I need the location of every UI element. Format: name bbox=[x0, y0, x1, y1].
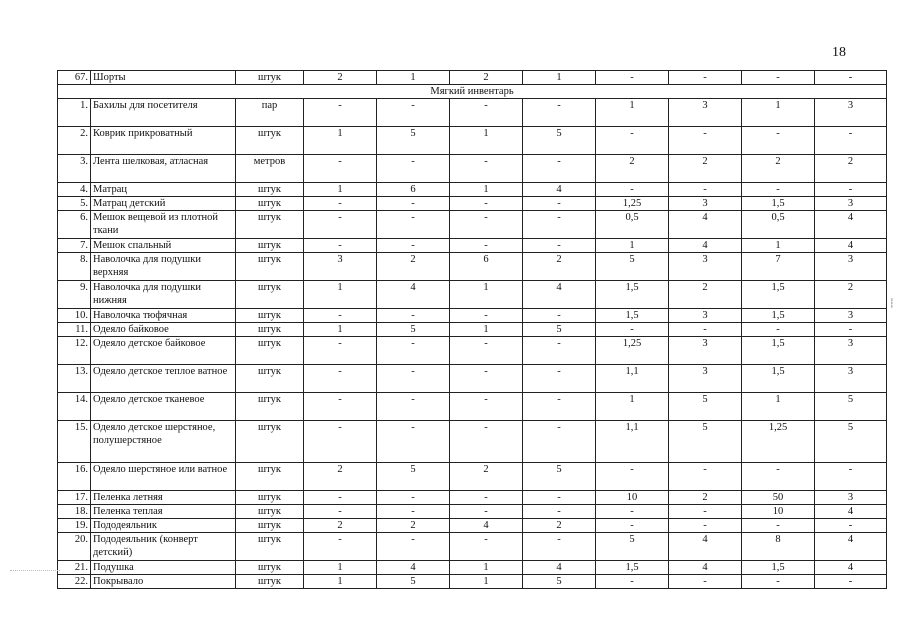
value-cell: 6 bbox=[450, 253, 523, 281]
value-cell: - bbox=[304, 309, 377, 323]
value-cell: - bbox=[742, 463, 815, 491]
value-cell: 5 bbox=[596, 253, 669, 281]
item-name: Покрывало bbox=[91, 575, 236, 589]
value-cell: 5 bbox=[523, 323, 596, 337]
value-cell: 1,1 bbox=[596, 421, 669, 463]
value-cell: - bbox=[596, 505, 669, 519]
value-cell: 3 bbox=[669, 365, 742, 393]
value-cell: 1 bbox=[304, 183, 377, 197]
value-cell: 3 bbox=[815, 491, 887, 505]
table-row bbox=[58, 253, 887, 281]
value-cell: - bbox=[523, 365, 596, 393]
value-cell: 1,25 bbox=[742, 421, 815, 463]
page-number: 18 bbox=[832, 45, 846, 60]
row-number: 20. bbox=[58, 533, 91, 561]
value-cell: - bbox=[304, 239, 377, 253]
row-number: 9. bbox=[58, 281, 91, 309]
row-number: 14. bbox=[58, 393, 91, 421]
row-number: 7. bbox=[58, 239, 91, 253]
value-cell: 4 bbox=[523, 183, 596, 197]
section-header-row bbox=[58, 85, 887, 99]
value-cell: 1,5 bbox=[596, 309, 669, 323]
value-cell: 3 bbox=[669, 197, 742, 211]
value-cell: - bbox=[450, 533, 523, 561]
value-cell: 1 bbox=[304, 575, 377, 589]
value-cell: - bbox=[450, 491, 523, 505]
value-cell: - bbox=[596, 71, 669, 85]
row-number: 10. bbox=[58, 309, 91, 323]
value-cell: - bbox=[523, 211, 596, 239]
value-cell: 1,5 bbox=[742, 337, 815, 365]
table-row bbox=[58, 519, 887, 533]
value-cell: 1 bbox=[523, 71, 596, 85]
item-name: Пододеяльник bbox=[91, 519, 236, 533]
item-name: Матрац bbox=[91, 183, 236, 197]
item-name: Наволочка тюфячная bbox=[91, 309, 236, 323]
unit-cell: штук bbox=[236, 281, 304, 309]
item-name: Подушка bbox=[91, 561, 236, 575]
unit-cell: метров bbox=[236, 155, 304, 183]
unit-cell: штук bbox=[236, 211, 304, 239]
unit-cell: штук bbox=[236, 323, 304, 337]
value-cell: 5 bbox=[377, 127, 450, 155]
value-cell: - bbox=[742, 183, 815, 197]
unit-cell: штук bbox=[236, 421, 304, 463]
value-cell: - bbox=[523, 533, 596, 561]
value-cell: 4 bbox=[669, 239, 742, 253]
unit-cell: штук bbox=[236, 561, 304, 575]
value-cell: 4 bbox=[815, 239, 887, 253]
value-cell: - bbox=[596, 575, 669, 589]
item-name: Мешок спальный bbox=[91, 239, 236, 253]
value-cell: 2 bbox=[815, 281, 887, 309]
value-cell: - bbox=[523, 197, 596, 211]
row-number: 67. bbox=[58, 71, 91, 85]
section-title: Мягкий инвентарь bbox=[58, 85, 887, 99]
value-cell: 4 bbox=[523, 281, 596, 309]
table-row bbox=[58, 533, 887, 561]
unit-cell: штук bbox=[236, 505, 304, 519]
value-cell: 4 bbox=[523, 561, 596, 575]
table-row bbox=[58, 183, 887, 197]
table-row bbox=[58, 365, 887, 393]
value-cell: - bbox=[742, 323, 815, 337]
row-number: 1. bbox=[58, 99, 91, 127]
value-cell: - bbox=[596, 519, 669, 533]
value-cell: - bbox=[523, 99, 596, 127]
item-name: Одеяло байковое bbox=[91, 323, 236, 337]
unit-cell: штук bbox=[236, 183, 304, 197]
value-cell: 2 bbox=[523, 519, 596, 533]
value-cell: - bbox=[304, 197, 377, 211]
value-cell: - bbox=[523, 393, 596, 421]
row-number: 21. bbox=[58, 561, 91, 575]
unit-cell: пар bbox=[236, 99, 304, 127]
table-row bbox=[58, 239, 887, 253]
value-cell: - bbox=[669, 323, 742, 337]
value-cell: 1 bbox=[596, 99, 669, 127]
value-cell: - bbox=[450, 309, 523, 323]
item-name: Мешок вещевой из плотной ткани bbox=[91, 211, 236, 239]
value-cell: - bbox=[450, 197, 523, 211]
value-cell: 1 bbox=[742, 239, 815, 253]
value-cell: - bbox=[304, 99, 377, 127]
value-cell: 3 bbox=[304, 253, 377, 281]
table-row bbox=[58, 309, 887, 323]
value-cell: 5 bbox=[669, 393, 742, 421]
value-cell: - bbox=[450, 99, 523, 127]
value-cell: - bbox=[377, 491, 450, 505]
unit-cell: штук bbox=[236, 575, 304, 589]
value-cell: - bbox=[377, 99, 450, 127]
row-number: 16. bbox=[58, 463, 91, 491]
table-row bbox=[58, 393, 887, 421]
value-cell: - bbox=[304, 421, 377, 463]
value-cell: 0,5 bbox=[742, 211, 815, 239]
value-cell: 3 bbox=[669, 309, 742, 323]
value-cell: 5 bbox=[815, 393, 887, 421]
value-cell: - bbox=[450, 211, 523, 239]
value-cell: 1,5 bbox=[742, 197, 815, 211]
item-name: Лента шелковая, атласная bbox=[91, 155, 236, 183]
row-number: 2. bbox=[58, 127, 91, 155]
value-cell: 4 bbox=[815, 211, 887, 239]
value-cell: 2 bbox=[815, 155, 887, 183]
value-cell: 1,1 bbox=[596, 365, 669, 393]
unit-cell: штук bbox=[236, 491, 304, 505]
value-cell: - bbox=[523, 309, 596, 323]
value-cell: - bbox=[669, 71, 742, 85]
row-number: 11. bbox=[58, 323, 91, 337]
value-cell: 3 bbox=[669, 99, 742, 127]
table-row bbox=[58, 99, 887, 127]
unit-cell: штук bbox=[236, 393, 304, 421]
value-cell: - bbox=[815, 127, 887, 155]
unit-cell: штук bbox=[236, 127, 304, 155]
value-cell: - bbox=[669, 505, 742, 519]
row-number: 22. bbox=[58, 575, 91, 589]
value-cell: 1,25 bbox=[596, 337, 669, 365]
value-cell: - bbox=[523, 491, 596, 505]
value-cell: 1 bbox=[304, 127, 377, 155]
value-cell: 1 bbox=[304, 281, 377, 309]
item-name: Пеленка теплая bbox=[91, 505, 236, 519]
value-cell: 4 bbox=[669, 211, 742, 239]
table-row-top bbox=[58, 71, 887, 85]
item-name: Наволочка для подушки верхняя bbox=[91, 253, 236, 281]
value-cell: - bbox=[815, 183, 887, 197]
item-name: Пододеяльник (конверт детский) bbox=[91, 533, 236, 561]
value-cell: 2 bbox=[450, 463, 523, 491]
value-cell: - bbox=[742, 519, 815, 533]
value-cell: - bbox=[669, 463, 742, 491]
value-cell: 7 bbox=[742, 253, 815, 281]
value-cell: - bbox=[377, 211, 450, 239]
table-row bbox=[58, 561, 887, 575]
value-cell: 1,5 bbox=[742, 365, 815, 393]
value-cell: - bbox=[596, 323, 669, 337]
value-cell: 3 bbox=[815, 337, 887, 365]
inventory-table bbox=[57, 70, 887, 589]
row-number: 3. bbox=[58, 155, 91, 183]
value-cell: 2 bbox=[669, 155, 742, 183]
value-cell: 1 bbox=[450, 323, 523, 337]
value-cell: 2 bbox=[304, 71, 377, 85]
unit-cell: штук bbox=[236, 197, 304, 211]
value-cell: 1 bbox=[450, 183, 523, 197]
value-cell: - bbox=[304, 491, 377, 505]
value-cell: 1 bbox=[450, 575, 523, 589]
item-name: Одеяло детское тканевое bbox=[91, 393, 236, 421]
value-cell: 1 bbox=[450, 561, 523, 575]
value-cell: - bbox=[304, 533, 377, 561]
value-cell: - bbox=[742, 71, 815, 85]
value-cell: 1,5 bbox=[596, 281, 669, 309]
table-row bbox=[58, 155, 887, 183]
row-number: 19. bbox=[58, 519, 91, 533]
value-cell: - bbox=[304, 393, 377, 421]
value-cell: 3 bbox=[815, 365, 887, 393]
value-cell: - bbox=[742, 575, 815, 589]
value-cell: 1 bbox=[304, 323, 377, 337]
table-row bbox=[58, 127, 887, 155]
value-cell: - bbox=[669, 575, 742, 589]
value-cell: 1 bbox=[450, 127, 523, 155]
value-cell: 4 bbox=[377, 281, 450, 309]
row-number: 12. bbox=[58, 337, 91, 365]
value-cell: - bbox=[377, 239, 450, 253]
unit-cell: штук bbox=[236, 309, 304, 323]
value-cell: 3 bbox=[815, 197, 887, 211]
item-name: Бахилы для посетителя bbox=[91, 99, 236, 127]
value-cell: - bbox=[596, 183, 669, 197]
value-cell: 50 bbox=[742, 491, 815, 505]
value-cell: 4 bbox=[815, 505, 887, 519]
value-cell: 2 bbox=[669, 281, 742, 309]
value-cell: 1 bbox=[304, 561, 377, 575]
row-number: 17. bbox=[58, 491, 91, 505]
value-cell: 5 bbox=[523, 575, 596, 589]
row-number: 6. bbox=[58, 211, 91, 239]
value-cell: 0,5 bbox=[596, 211, 669, 239]
value-cell: 3 bbox=[815, 99, 887, 127]
value-cell: - bbox=[450, 421, 523, 463]
value-cell: - bbox=[815, 519, 887, 533]
row-number: 13. bbox=[58, 365, 91, 393]
value-cell: - bbox=[523, 421, 596, 463]
value-cell: 5 bbox=[377, 575, 450, 589]
left-dotted-line bbox=[10, 570, 60, 571]
value-cell: - bbox=[304, 155, 377, 183]
value-cell: - bbox=[450, 505, 523, 519]
row-number: 15. bbox=[58, 421, 91, 463]
value-cell: - bbox=[304, 211, 377, 239]
value-cell: 2 bbox=[523, 253, 596, 281]
item-name: Одеяло детское байковое bbox=[91, 337, 236, 365]
value-cell: 5 bbox=[815, 421, 887, 463]
table-row bbox=[58, 505, 887, 519]
value-cell: 6 bbox=[377, 183, 450, 197]
item-name: Одеяло шерстяное или ватное bbox=[91, 463, 236, 491]
item-name: Пеленка летняя bbox=[91, 491, 236, 505]
value-cell: - bbox=[377, 197, 450, 211]
value-cell: - bbox=[523, 505, 596, 519]
unit-cell: штук bbox=[236, 337, 304, 365]
table-row bbox=[58, 337, 887, 365]
value-cell: 5 bbox=[596, 533, 669, 561]
value-cell: - bbox=[523, 239, 596, 253]
margin-mark: ≡≡≡ bbox=[888, 298, 894, 309]
unit-cell: штук bbox=[236, 519, 304, 533]
value-cell: - bbox=[377, 421, 450, 463]
value-cell: 1 bbox=[742, 99, 815, 127]
value-cell: - bbox=[815, 463, 887, 491]
item-name: Шорты bbox=[91, 71, 236, 85]
value-cell: 4 bbox=[815, 561, 887, 575]
value-cell: 5 bbox=[377, 463, 450, 491]
value-cell: 4 bbox=[377, 561, 450, 575]
value-cell: - bbox=[450, 239, 523, 253]
unit-cell: штук bbox=[236, 253, 304, 281]
value-cell: - bbox=[523, 155, 596, 183]
value-cell: - bbox=[450, 155, 523, 183]
value-cell: 1 bbox=[377, 71, 450, 85]
row-number: 8. bbox=[58, 253, 91, 281]
value-cell: - bbox=[596, 463, 669, 491]
value-cell: 2 bbox=[304, 463, 377, 491]
value-cell: 5 bbox=[669, 421, 742, 463]
unit-cell: штук bbox=[236, 71, 304, 85]
value-cell: - bbox=[304, 505, 377, 519]
value-cell: 5 bbox=[523, 127, 596, 155]
table-row bbox=[58, 463, 887, 491]
table-row bbox=[58, 281, 887, 309]
value-cell: 1,5 bbox=[742, 309, 815, 323]
value-cell: - bbox=[669, 127, 742, 155]
value-cell: 8 bbox=[742, 533, 815, 561]
value-cell: 1,5 bbox=[596, 561, 669, 575]
value-cell: 1,5 bbox=[742, 281, 815, 309]
value-cell: - bbox=[815, 323, 887, 337]
value-cell: 1,25 bbox=[596, 197, 669, 211]
unit-cell: штук bbox=[236, 463, 304, 491]
value-cell: - bbox=[596, 127, 669, 155]
value-cell: - bbox=[377, 393, 450, 421]
value-cell: 10 bbox=[596, 491, 669, 505]
value-cell: 2 bbox=[304, 519, 377, 533]
value-cell: 4 bbox=[669, 561, 742, 575]
item-name: Одеяло детское теплое ватное bbox=[91, 365, 236, 393]
value-cell: - bbox=[304, 337, 377, 365]
table-row bbox=[58, 197, 887, 211]
value-cell: - bbox=[304, 365, 377, 393]
value-cell: 1 bbox=[596, 393, 669, 421]
value-cell: - bbox=[815, 575, 887, 589]
value-cell: 2 bbox=[377, 253, 450, 281]
item-name: Коврик прикроватный bbox=[91, 127, 236, 155]
value-cell: 3 bbox=[669, 253, 742, 281]
value-cell: - bbox=[815, 71, 887, 85]
item-name: Одеяло детское шерстяное, полушерстяное bbox=[91, 421, 236, 463]
value-cell: 2 bbox=[669, 491, 742, 505]
value-cell: 2 bbox=[450, 71, 523, 85]
value-cell: - bbox=[742, 127, 815, 155]
row-number: 4. bbox=[58, 183, 91, 197]
table-row bbox=[58, 421, 887, 463]
value-cell: 10 bbox=[742, 505, 815, 519]
value-cell: - bbox=[450, 337, 523, 365]
value-cell: 1 bbox=[450, 281, 523, 309]
value-cell: 4 bbox=[669, 533, 742, 561]
row-number: 18. bbox=[58, 505, 91, 519]
item-name: Матрац детский bbox=[91, 197, 236, 211]
value-cell: 2 bbox=[742, 155, 815, 183]
value-cell: 3 bbox=[815, 253, 887, 281]
value-cell: - bbox=[523, 337, 596, 365]
row-number: 5. bbox=[58, 197, 91, 211]
value-cell: 1 bbox=[596, 239, 669, 253]
table-row bbox=[58, 323, 887, 337]
value-cell: - bbox=[377, 155, 450, 183]
value-cell: - bbox=[377, 505, 450, 519]
value-cell: 4 bbox=[450, 519, 523, 533]
table-row bbox=[58, 575, 887, 589]
unit-cell: штук bbox=[236, 533, 304, 561]
table-row bbox=[58, 491, 887, 505]
value-cell: - bbox=[450, 393, 523, 421]
value-cell: - bbox=[669, 183, 742, 197]
value-cell: - bbox=[377, 365, 450, 393]
value-cell: 1,5 bbox=[742, 561, 815, 575]
value-cell: 2 bbox=[377, 519, 450, 533]
unit-cell: штук bbox=[236, 239, 304, 253]
value-cell: 5 bbox=[523, 463, 596, 491]
value-cell: - bbox=[669, 519, 742, 533]
value-cell: 5 bbox=[377, 323, 450, 337]
value-cell: - bbox=[377, 337, 450, 365]
value-cell: 4 bbox=[815, 533, 887, 561]
value-cell: - bbox=[450, 365, 523, 393]
value-cell: 3 bbox=[815, 309, 887, 323]
value-cell: - bbox=[377, 533, 450, 561]
value-cell: 1 bbox=[742, 393, 815, 421]
item-name: Наволочка для подушки нижняя bbox=[91, 281, 236, 309]
value-cell: 2 bbox=[596, 155, 669, 183]
table-body bbox=[58, 71, 887, 589]
value-cell: 3 bbox=[669, 337, 742, 365]
table-row bbox=[58, 211, 887, 239]
unit-cell: штук bbox=[236, 365, 304, 393]
value-cell: - bbox=[377, 309, 450, 323]
